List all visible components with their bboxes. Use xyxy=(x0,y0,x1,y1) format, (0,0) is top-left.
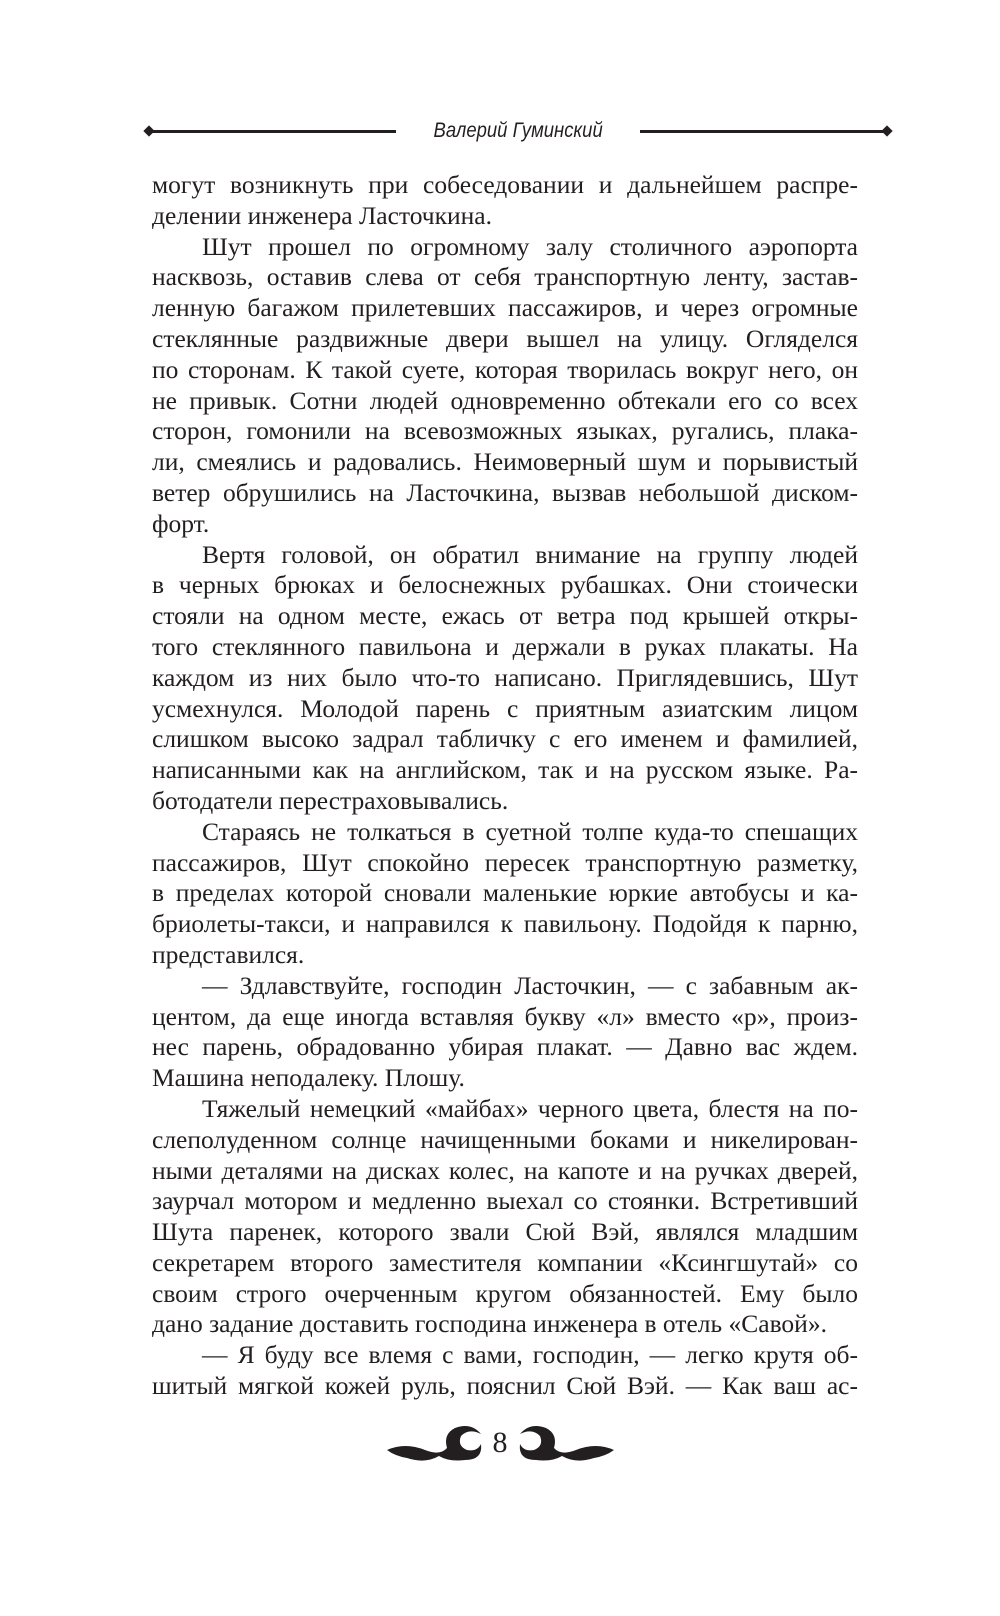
ornament-right-icon xyxy=(516,1420,616,1466)
text-line: заурчал мотором и медленно выехал со стоянки. Встретивший xyxy=(152,1186,858,1216)
text-line: ветер обрушились на Ласточкина, вызвав небольшой диском- xyxy=(152,477,858,507)
text-line: нес парень, обрадованно убирая плакат. — Давно вас ждем. xyxy=(152,1032,858,1062)
text-line: Вертя головой, он обратил внимание на группу людей xyxy=(202,539,858,569)
text-line: написанными как на английском, так и на русском языке. Ра- xyxy=(152,755,858,785)
text-line: каждом из них было что-то написано. Приглядевшись, Шут xyxy=(152,662,858,692)
text-line: бриолеты-такси, и направился к павильону. Подойдя к парню, xyxy=(152,909,858,939)
text-line: насквозь, оставив слева от себя транспортную ленту, застав- xyxy=(152,262,858,292)
text-line: шитый мягкой кожей руль, пояснил Сюй Вэй. — Как ваш ас- xyxy=(152,1371,858,1401)
text-line: сторон, гомонили на всевозможных языках, ругались, плака- xyxy=(152,416,858,446)
text-line: Стараясь не толкаться в суетной толпе куда-то спешащих xyxy=(202,816,858,846)
text-line: в пределах которой сновали маленькие юркие автобусы и ка- xyxy=(152,878,858,908)
text-line: стояли на одном месте, ежась от ветра под крышей откры- xyxy=(152,601,858,631)
text-line: — Здлавствуйте, господин Ласточкин, — с забавным ак- xyxy=(202,970,858,1000)
text-line: не привык. Сотни людей одновременно обтекали его со всех xyxy=(152,385,858,415)
text-line: ленную багажом прилетевших пассажиров, и через огромные xyxy=(152,293,858,323)
text-line: слишком высоко задрал табличку с его именем и фамилией, xyxy=(152,724,858,754)
text-line: ботодатели перестраховывались. xyxy=(152,785,509,815)
header-rule-left xyxy=(148,130,396,133)
text-line: ными деталями на дисках колес, на капоте и на ручках дверей, xyxy=(152,1155,858,1185)
text-line: своим строго очерченным кругом обязанностей. Ему было xyxy=(152,1278,858,1308)
text-line: Машина неподалеку. Плошу. xyxy=(152,1063,465,1093)
header-rule-right xyxy=(640,130,888,133)
text-line: представился. xyxy=(152,939,305,969)
page-number: 8 xyxy=(492,1426,508,1459)
text-line: дано задание доставить господина инженера в отель «Савой». xyxy=(152,1309,827,1339)
running-title: Валерий Гуминский xyxy=(433,119,603,142)
text-line: делении инженера Ласточкина. xyxy=(152,200,492,230)
text-line: форт. xyxy=(152,508,210,538)
body-text xyxy=(152,170,858,1402)
ornament-left-icon xyxy=(385,1420,485,1466)
text-line: слеполуденном солнце начищенными боками и никелирован- xyxy=(152,1124,858,1154)
text-line: по сторонам. К такой суете, которая творилась вокруг него, он xyxy=(152,354,858,384)
text-line: пассажиров, Шут спокойно пересек транспортную разметку, xyxy=(152,847,858,877)
page-footer xyxy=(0,1420,1000,1466)
text-line: в черных брюках и белоснежных рубашках. Они стоически xyxy=(152,570,858,600)
text-line: секретарем второго заместителя компании «Ксингшутай» со xyxy=(152,1247,858,1277)
text-line: — Я буду все влемя с вами, господин, — легко крутя об- xyxy=(202,1340,858,1370)
text-line: могут возникнуть при собеседовании и дальнейшем распре- xyxy=(152,170,858,199)
text-line: центом, да еще иногда вставляя букву «л» вместо «р», произ- xyxy=(152,1001,858,1031)
text-line: Тяжелый немецкий «майбах» черного цвета, блестя на по- xyxy=(202,1093,858,1123)
text-line: того стеклянного павильона и держали в руках плакаты. На xyxy=(152,631,858,661)
text-line: стеклянные раздвижные двери вышел на улицу. Огляделся xyxy=(152,323,858,353)
text-line: усмехнулся. Молодой парень с приятным азиатским лицом xyxy=(152,693,858,723)
text-line: Шута паренек, которого звали Сюй Вэй, являлся младшим xyxy=(152,1217,858,1247)
running-header xyxy=(148,116,888,146)
text-line: ли, смеялись и радовались. Неимоверный шум и порывистый xyxy=(152,447,858,477)
text-line: Шут прошел по огромному залу столичного аэропорта xyxy=(202,231,858,261)
